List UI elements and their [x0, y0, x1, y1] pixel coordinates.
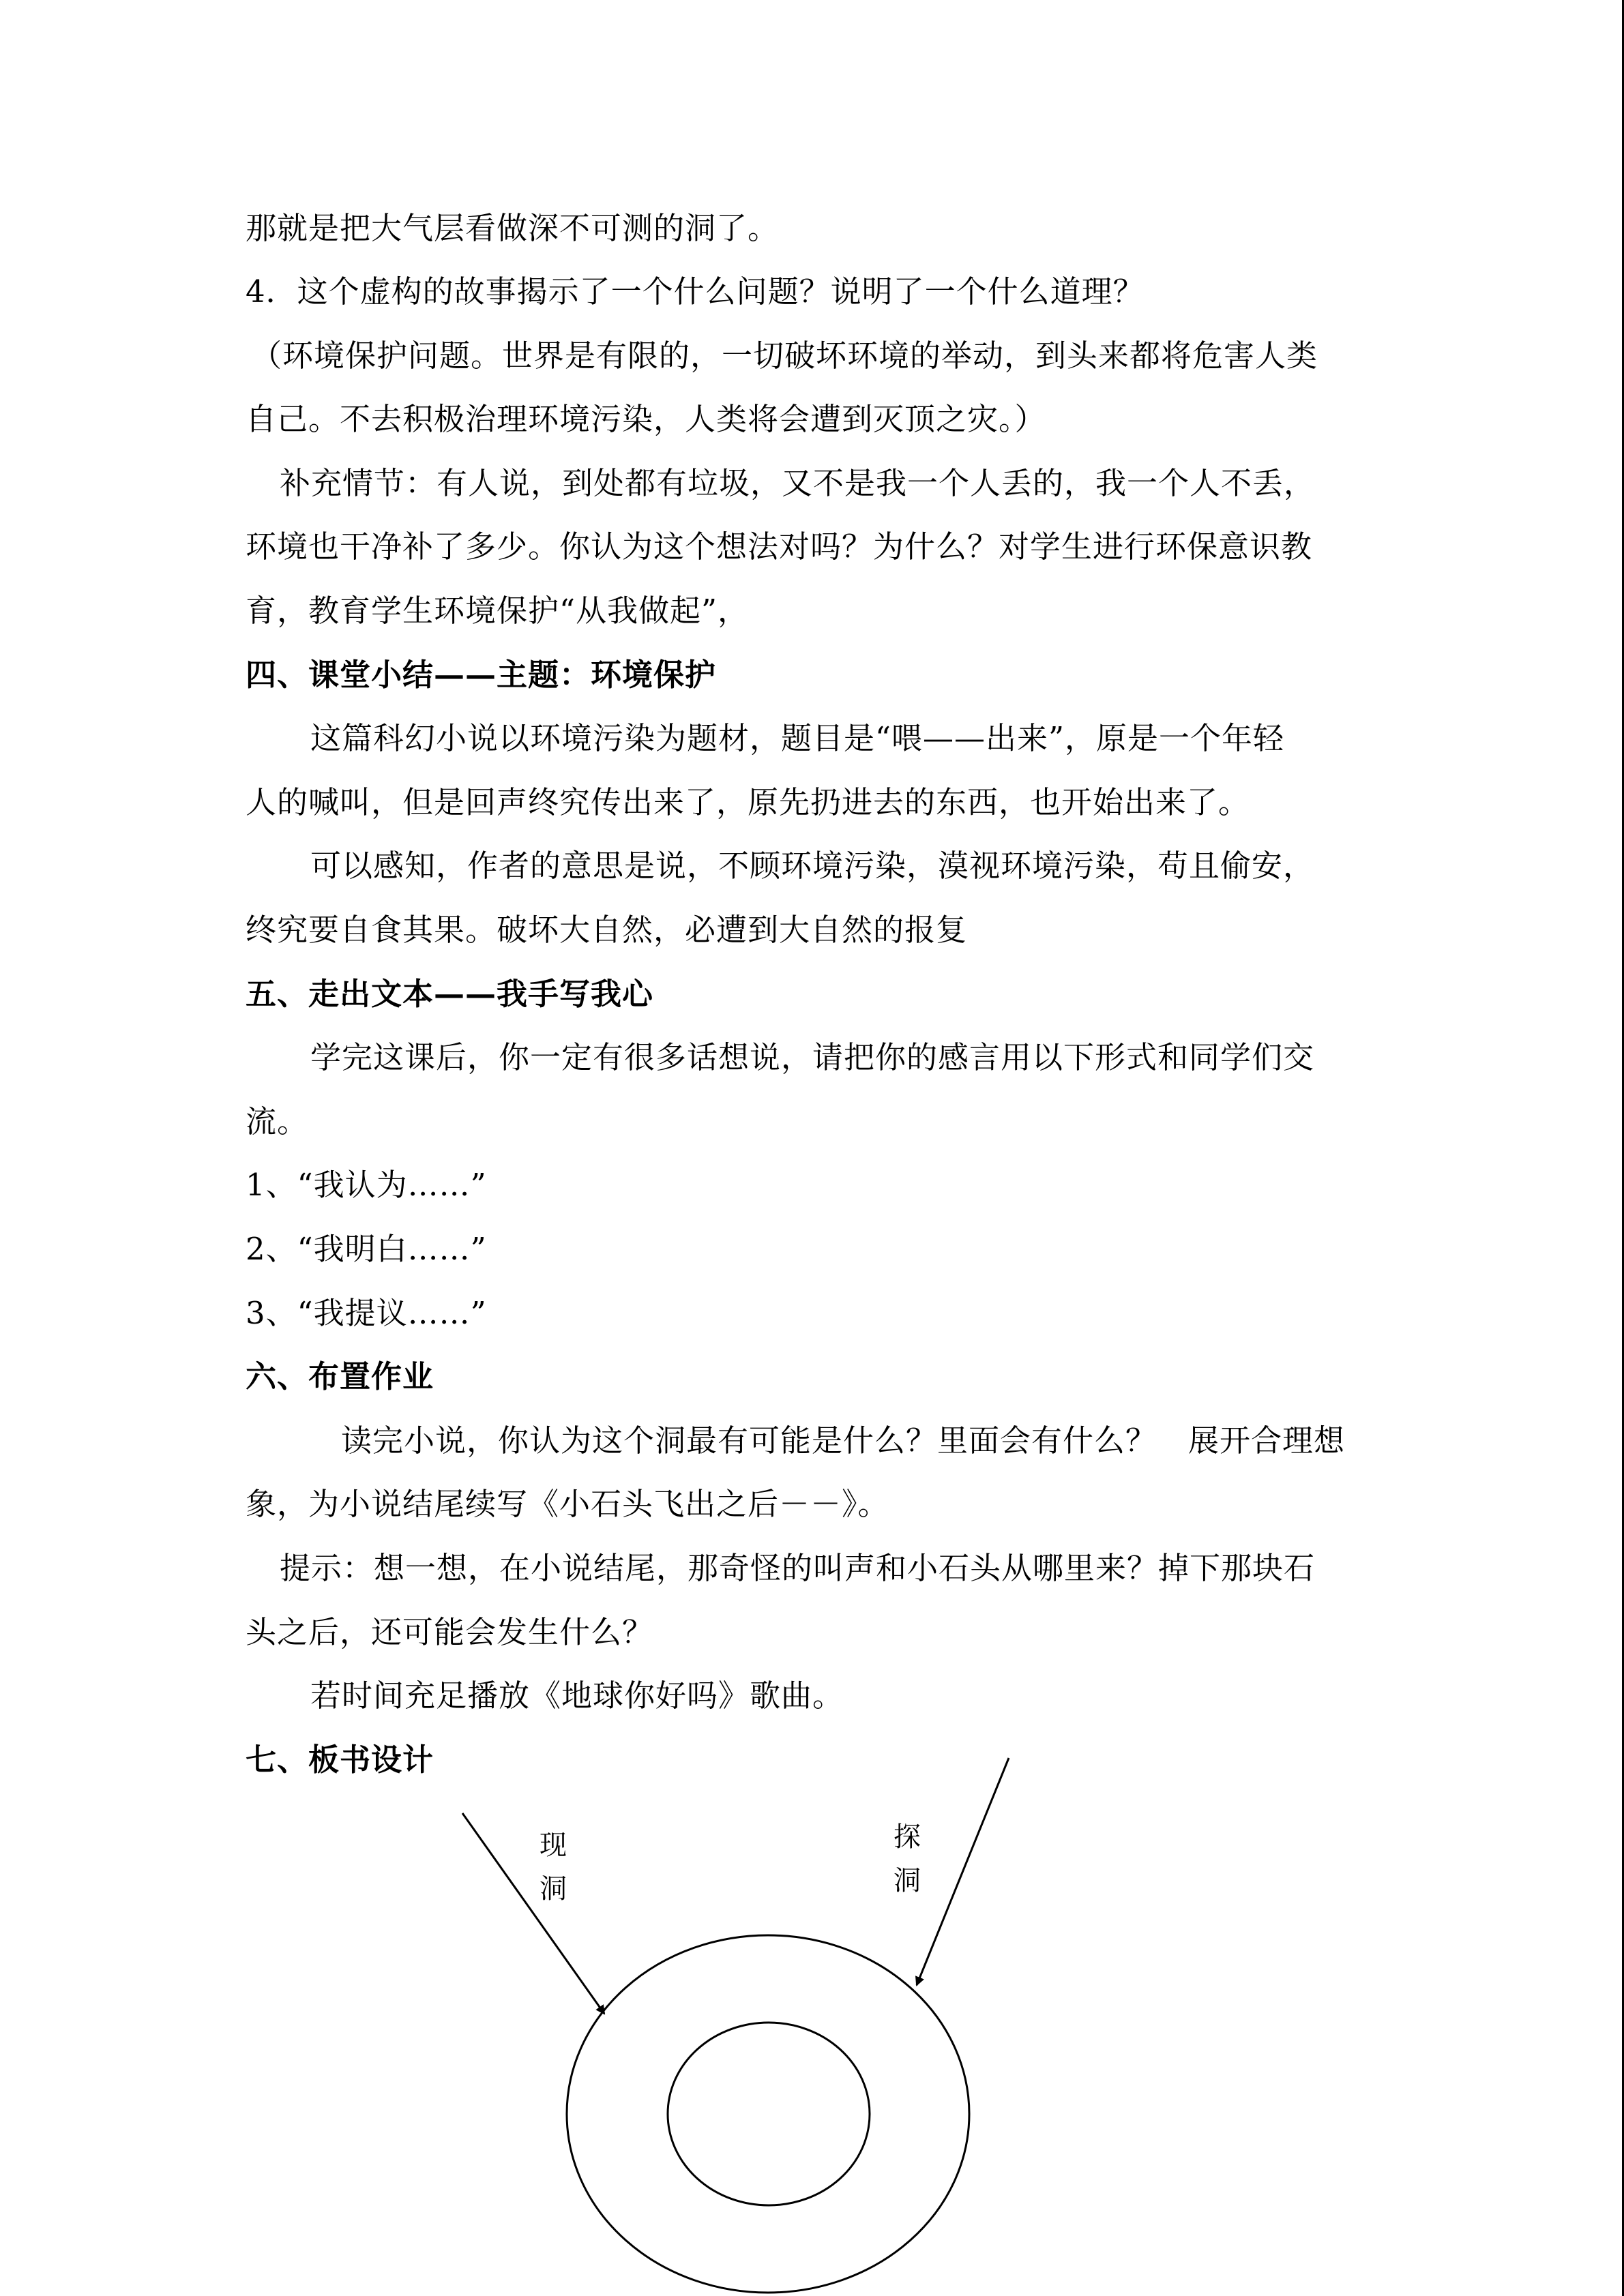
board-label-left: 现 洞 [540, 1830, 567, 1905]
homework-line-2: 象，为小说结尾续写《小石头飞出之后－－》。 [246, 1486, 889, 1522]
supplement-line-3: 育，教育学生环境保护“从我做起”， [246, 593, 750, 629]
beyond-line-2: 流。 [246, 1103, 309, 1139]
arrow-left [462, 1813, 604, 2014]
list-item-2: 2、“我明白……” [246, 1231, 487, 1267]
summary-line-4: 终究要自食其果。破坏大自然，必遭到大自然的报复 [246, 912, 968, 948]
paragraph-line: 那就是把大气层看做深不可测的洞了。 [246, 210, 780, 246]
section-heading-beyond-text: 五、走出文本——我手写我心 [246, 976, 654, 1012]
list-item-3: 3、“我提议……” [246, 1295, 487, 1331]
supplement-line-1: 补充情节：有人说，到处都有垃圾，又不是我一个人丢的，我一个人不丢， [280, 465, 1316, 501]
supplement-line-2: 环境也干净补了多少。你认为这个想法对吗？为什么？对学生进行环保意识教 [246, 528, 1313, 565]
list-item-1: 1、“我认为……” [246, 1167, 487, 1203]
hint-line-2: 头之后，还可能会发生什么？ [246, 1614, 654, 1650]
summary-line-2: 人的喊叫，但是回声终究传出来了，原先扔进去的东西，也开始出来了。 [246, 784, 1250, 820]
beyond-line-1: 学完这课后，你一定有很多话想说，请把你的感言用以下形式和同学们交 [310, 1039, 1315, 1075]
summary-line-1: 这篇科幻小说以环境污染为题材，题目是“喂——出来”，原是一个年轻 [310, 720, 1285, 756]
hint-line-1: 提示：想一想，在小说结尾，那奇怪的叫声和小石头从哪里来？掉下那块石 [280, 1550, 1316, 1586]
outer-circle [567, 1935, 969, 2293]
inner-circle [668, 2023, 870, 2205]
answer-line-1: （环境保护问题。世界是有限的，一切破坏环境的举动，到头来都将危害人类 [251, 338, 1318, 374]
summary-line-3: 可以感知，作者的意思是说，不顾环境污染，漠视环境污染，苟且偷安， [310, 848, 1315, 884]
homework-line-1: 读完小说，你认为这个洞最有可能是什么？里面会有什么？ 展开合理想 [341, 1422, 1346, 1459]
answer-line-2: 自己。不去积极治理环境污染，人类将会遭到灭顶之灾。） [246, 401, 1046, 437]
song-note: 若时间充足播放《地球你好吗》歌曲。 [310, 1678, 844, 1714]
section-heading-summary: 四、课堂小结——主题：环境保护 [246, 657, 717, 693]
arrow-right [917, 1758, 1009, 1985]
section-heading-homework: 六、布置作业 [246, 1358, 434, 1395]
section-heading-board-design: 七、板书设计 [246, 1742, 434, 1778]
board-label-right: 探 洞 [894, 1821, 921, 1896]
question-4: 4．这个虚构的故事揭示了一个什么问题？说明了一个什么道理？ [246, 273, 1145, 310]
